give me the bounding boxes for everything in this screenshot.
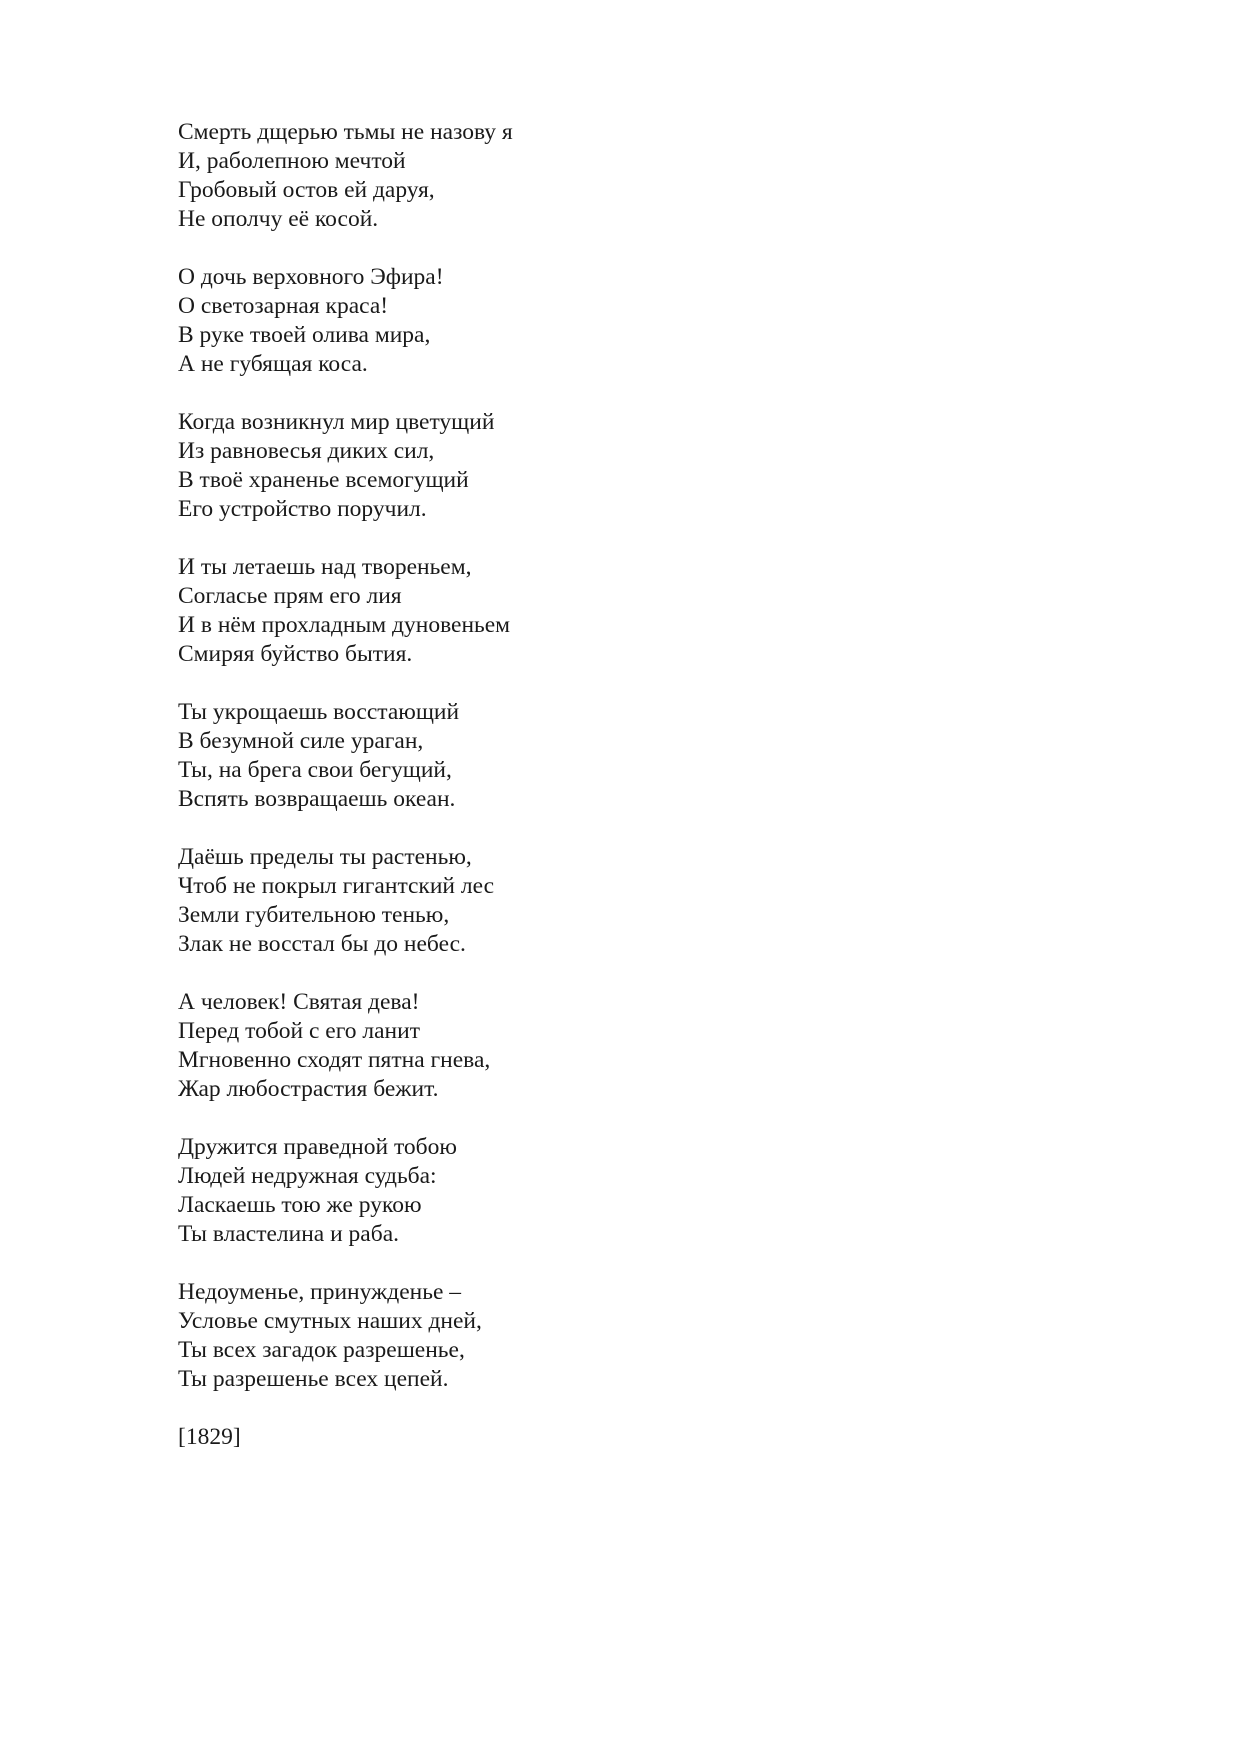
poem-line: Злак не восстал бы до небес. [178,931,466,957]
poem-line: О дочь верховного Эфира! [178,264,444,290]
poem-line: Смерть дщерью тьмы не назову я [178,119,513,145]
poem-line: Смиряя буйство бытия. [178,641,413,667]
poem-line: Согласье прям его лия [178,583,402,609]
poem-line: Ты, на брега свои бегущий, [178,757,452,783]
poem-line: И, раболепною мечтой [178,148,406,174]
poem-line: Когда возникнул мир цветущий [178,409,495,435]
poem-line: Вспять возвращаешь океан. [178,786,456,812]
poem-date: [1829] [178,1424,241,1450]
poem-line: Ты властелина и раба. [178,1221,400,1247]
poem-line: Ты укрощаешь восстающий [178,699,460,725]
poem-line: Гробовый остов ей даруя, [178,177,435,203]
poem-line: Недоуменье, принужденье – [178,1279,462,1305]
poem-line: Земли губительною тенью, [178,902,450,928]
poem-line: Мгновенно сходят пятна гнева, [178,1047,491,1073]
poem-line: И ты летаешь над твореньем, [178,554,472,580]
stanza-4 [178,553,1078,669]
poem-line: И в нём прохладным дуновеньем [178,612,511,638]
poem-line: Дружится праведной тобою [178,1134,457,1160]
poem-line: Перед тобой с его ланит [178,1018,420,1044]
poem-line: Ты всех загадок разрешенье, [178,1337,465,1363]
poem-line: О светозарная краса! [178,293,389,319]
poem-line: Жар любострастия бежит. [178,1076,439,1102]
poem-line: Чтоб не покрыл гигантский лес [178,873,495,899]
poem-body [178,118,1078,1452]
poem-line: Его устройство поручил. [178,496,427,522]
stanza-8 [178,1133,1078,1249]
stanza-3 [178,408,1078,524]
stanza-1 [178,118,1078,234]
stanza-5 [178,698,1078,814]
poem-line: Даёшь пределы ты растенью, [178,844,472,870]
poem-line: А не губящая коса. [178,351,368,377]
poem-line: В руке твоей олива мира, [178,322,431,348]
stanza-2 [178,263,1078,379]
poem-line: В безумной силе ураган, [178,728,424,754]
poem-line: Условье смутных наших дней, [178,1308,482,1334]
poem-line: В твоё храненье всемогущий [178,467,469,493]
poem-line: Ты разрешенье всех цепей. [178,1366,449,1392]
poem-line: Из равновесья диких сил, [178,438,435,464]
poem-line: Ласкаешь тою же рукою [178,1192,422,1218]
poem-line: Не ополчу её косой. [178,206,379,232]
poem-line: Людей недружная судьба: [178,1163,437,1189]
stanza-7 [178,988,1078,1104]
stanza-6 [178,843,1078,959]
stanza-9 [178,1278,1078,1394]
poem-line: А человек! Святая дева! [178,989,420,1015]
